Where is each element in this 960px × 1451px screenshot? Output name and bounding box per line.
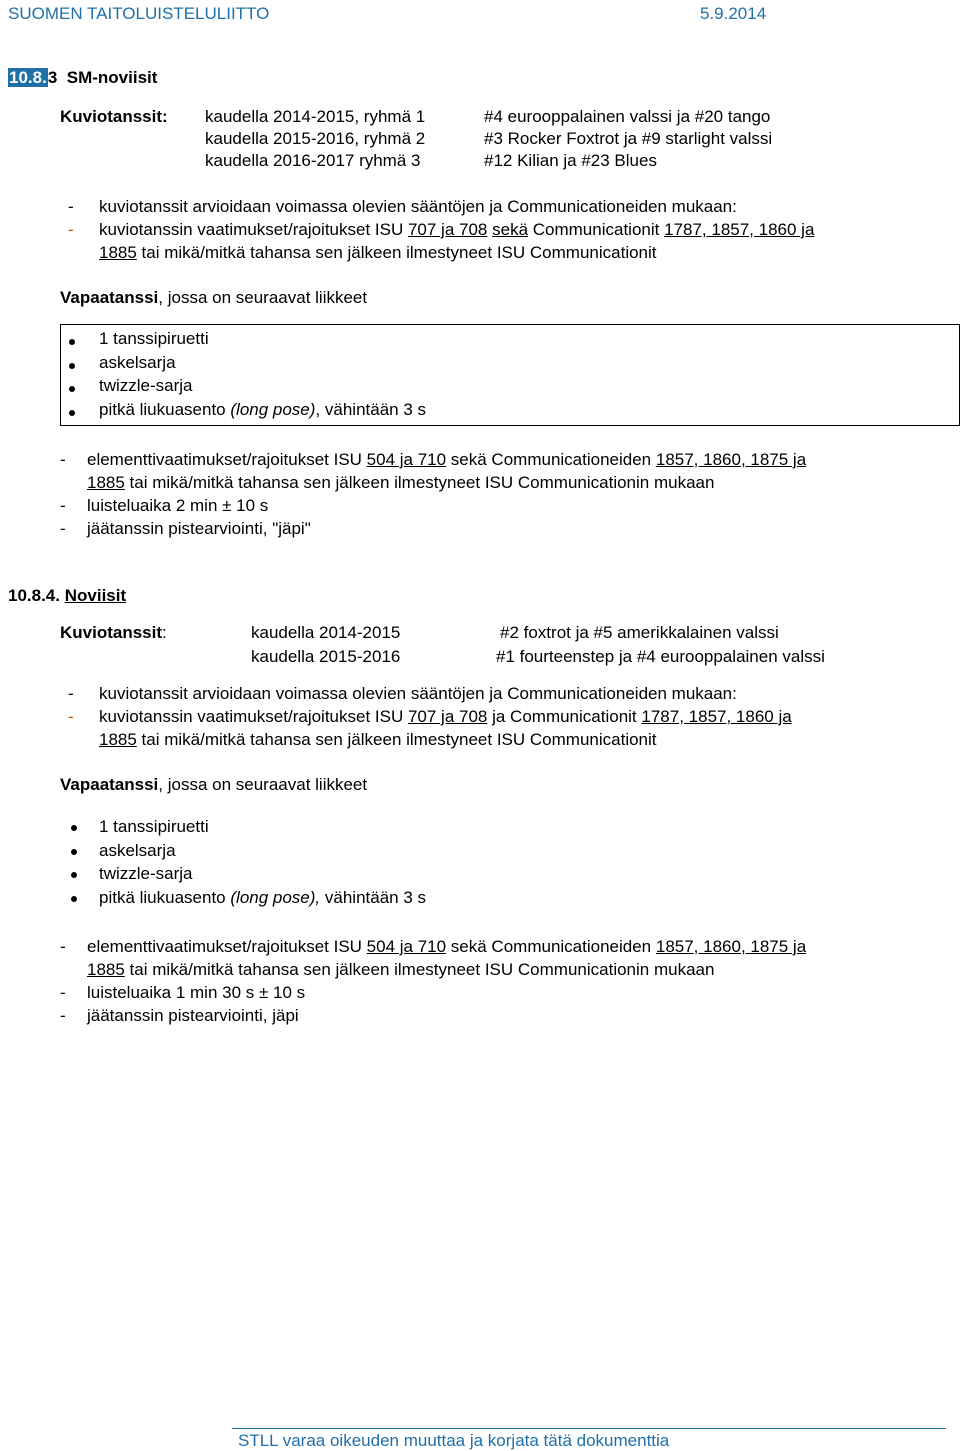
pattern-label: Kuviotanssit: xyxy=(60,623,167,642)
bullet-icon xyxy=(69,410,75,416)
dash: - xyxy=(60,937,66,956)
skating-time: luisteluaika 2 min ± 10 s xyxy=(87,496,269,515)
element-item: twizzle-sarja xyxy=(99,864,193,883)
header-date: 5.9.2014 xyxy=(700,4,767,23)
dash: - xyxy=(60,1006,66,1025)
bullet-icon xyxy=(71,896,77,902)
footer-divider xyxy=(232,1428,946,1429)
element-item: askelsarja xyxy=(99,353,176,372)
section-heading-noviisit: 10.8.4. Noviisit xyxy=(8,586,127,605)
bullet-icon xyxy=(71,872,77,878)
dash: - xyxy=(68,684,74,703)
dash: - xyxy=(68,707,74,726)
rule-element-requirements-cont: 1885 tai mikä/mitkä tahansa sen jälkeen ilmestyneet ISU Communicationin mukaan xyxy=(87,960,715,979)
element-item: 1 tanssipiruetti xyxy=(99,329,209,348)
rule-element-requirements: elementtivaatimukset/rajoitukset ISU 504 ja 710 sekä Communicationeiden 1857, 1860, 1875 ja xyxy=(87,450,807,469)
pattern-dances: #3 Rocker Foxtrot ja #9 starlight valssi xyxy=(484,129,773,148)
bullet-icon xyxy=(69,339,75,345)
bullet-icon xyxy=(71,825,77,831)
pattern-dances: #12 Kilian ja #23 Blues xyxy=(484,151,657,170)
pattern-season: kaudella 2016-2017 ryhmä 3 xyxy=(205,151,421,170)
dash: - xyxy=(60,450,66,469)
rule-pattern-requirements-cont: 1885 tai mikä/mitkä tahansa sen jälkeen ilmestyneet ISU Communicationit xyxy=(99,730,657,749)
rule-pattern-requirements-cont: 1885 tai mikä/mitkä tahansa sen jälkeen ilmestyneet ISU Communicationit xyxy=(99,243,657,262)
dash: - xyxy=(60,496,66,515)
rule-evaluation: kuviotanssit arvioidaan voimassa olevien sääntöjen ja Communicationeiden mukaan: xyxy=(99,684,737,703)
element-item: pitkä liukuasento (long pose), vähintään 3 s xyxy=(99,400,427,419)
free-dance-heading: Vapaatanssi, jossa on seuraavat liikkeet xyxy=(60,288,368,307)
pattern-dances: #4 eurooppalainen valssi ja #20 tango xyxy=(484,107,771,126)
free-dance-heading: Vapaatanssi, jossa on seuraavat liikkeet xyxy=(60,775,368,794)
pattern-dances: #1 fourteenstep ja #4 eurooppalainen valssi xyxy=(496,647,825,666)
pattern-season: kaudella 2014-2015, ryhmä 1 xyxy=(205,107,426,126)
rule-evaluation: kuviotanssit arvioidaan voimassa olevien sääntöjen ja Communicationeiden mukaan: xyxy=(99,197,737,216)
dash: - xyxy=(60,519,66,538)
section-heading-sm-noviisit: 10.8.3 SM-noviisit xyxy=(9,68,158,87)
element-item: 1 tanssipiruetti xyxy=(99,817,209,836)
scoring-rule: jäätanssin pistearviointi, "jäpi" xyxy=(87,519,311,538)
footer-note: STLL varaa oikeuden muuttaa ja korjata tätä dokumenttia xyxy=(238,1431,670,1450)
element-item: pitkä liukuasento (long pose), vähintään 3 s xyxy=(99,888,427,907)
rule-pattern-requirements: kuviotanssin vaatimukset/rajoitukset ISU 707 ja 708 ja Communicationit 1787, 1857, 1860 ja xyxy=(99,707,792,726)
dash: - xyxy=(68,197,74,216)
rule-element-requirements: elementtivaatimukset/rajoitukset ISU 504 ja 710 sekä Communicationeiden 1857, 1860, 1875 ja xyxy=(87,937,807,956)
skating-time: luisteluaika 1 min 30 s ± 10 s xyxy=(87,983,306,1002)
pattern-label: Kuviotanssit: xyxy=(60,107,168,126)
dash: - xyxy=(68,220,74,239)
pattern-season: kaudella 2014-2015 xyxy=(251,623,401,642)
pattern-dances: #2 foxtrot ja #5 amerikkalainen valssi xyxy=(500,623,779,642)
bullet-icon xyxy=(69,386,75,392)
bullet-icon xyxy=(71,849,77,855)
rule-element-requirements-cont: 1885 tai mikä/mitkä tahansa sen jälkeen ilmestyneet ISU Communicationin mukaan xyxy=(87,473,715,492)
org-name: SUOMEN TAITOLUISTELULIITTO xyxy=(8,4,270,23)
rule-pattern-requirements: kuviotanssin vaatimukset/rajoitukset ISU 707 ja 708 sekä Communicationit 1787, 1857, 1860 ja xyxy=(99,220,815,239)
scoring-rule: jäätanssin pistearviointi, jäpi xyxy=(87,1006,299,1025)
pattern-season: kaudella 2015-2016 xyxy=(251,647,401,666)
element-item: askelsarja xyxy=(99,841,176,860)
element-item: twizzle-sarja xyxy=(99,376,193,395)
bullet-icon xyxy=(69,363,75,369)
dash: - xyxy=(60,983,66,1002)
pattern-season: kaudella 2015-2016, ryhmä 2 xyxy=(205,129,426,148)
